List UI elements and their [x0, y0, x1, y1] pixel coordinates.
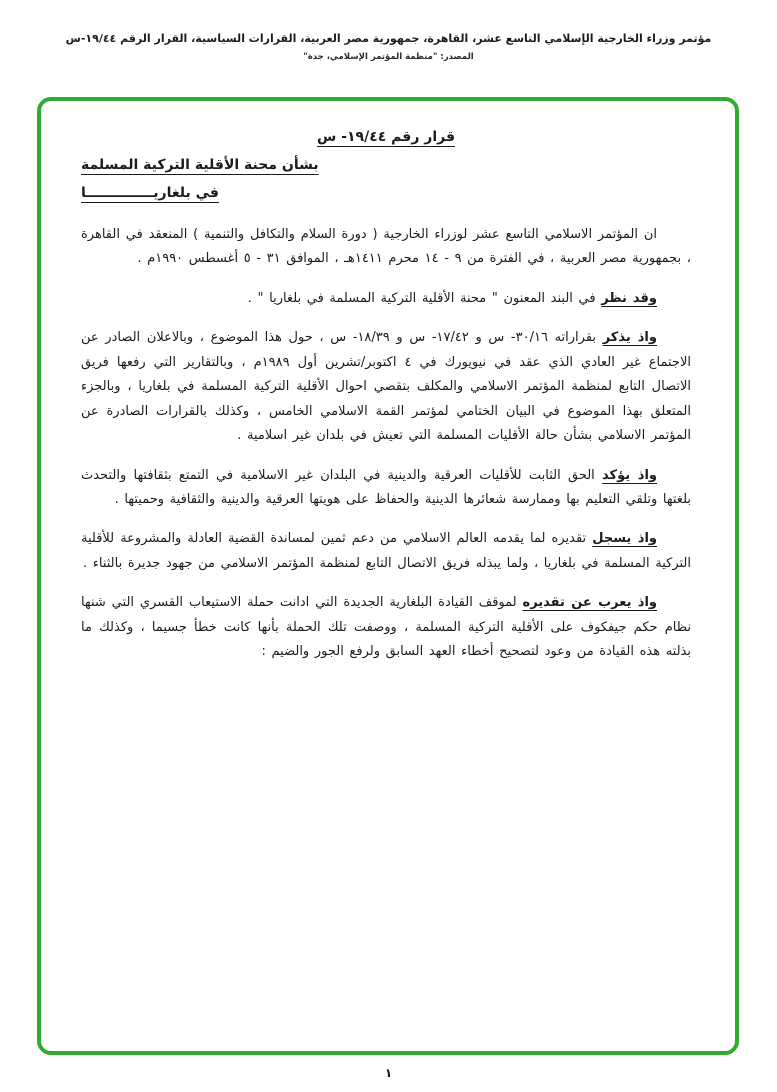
resolution-location-title [81, 179, 691, 207]
paragraph-recalling [81, 326, 691, 448]
paragraph-lead: واذ يسجل [592, 531, 657, 547]
paragraph-preamble [81, 223, 691, 272]
resolution-title-block [81, 123, 691, 207]
paragraph-noting-support [81, 527, 691, 576]
document-header [0, 0, 777, 62]
resolution-body [81, 223, 691, 665]
paragraph-text: تقديره لما يقدمه العالم الاسلامي من دعم ثمين لمساندة القضية العادلة والمشروعة للأقلية التركية المسلمة في بلغاريا ، ولما يبذله فريق الاتصال التابع لمنظمة المؤتمر الاسلامي من جهود جديرة بالثناء . [81, 531, 691, 571]
resolution-subject-text: بشأن محنة الأقلية التركية المسلمة [81, 157, 319, 173]
paragraph-affirming [81, 464, 691, 513]
paragraph-text: بقراراته ٣٠/١٦- س و ١٧/٤٢- س و ١٨/٣٩- س ، حول هذا الموضوع ، وبالاعلان الصادر عن الاجتماع غير العادي الذي عقد في نيويورك في ٤ اكتوبر/تشرين أول ١٩٨٩م ، وبالتقارير التي رفعها فريق الاتصال التابع لمنظمة المؤتمر الاسلامي والمكلف بتقصي احوال الأقلية التركية المسلمة في بلغاريا ، وبالجزء المتعلق بهذا الموضوع في البيان الختامي لمؤتمر القمة الاسلامي الخامس ، وكذلك بالقرارات الصادرة عن المؤتمر الاسلامي بشأن حالة الأقليات المسلمة التي تعيش في بلدان غير اسلامية . [81, 330, 691, 444]
paragraph-text: ان المؤتمر الاسلامي التاسع عشر لوزراء الخارجية ( دورة السلام والتكافل والتنمية ) المنعقد في القاهرة ، بجمهورية مصر العربية ، في الفترة من ٩ - ١٤ محرم ١٤١١هـ ، الموافق ٣١ - ٥ أغسطس ١٩٩٠م . [81, 227, 691, 267]
resolution-subject-title [81, 151, 691, 179]
resolution-number-title [81, 123, 691, 151]
page-number: ١ [384, 1066, 393, 1080]
paragraph-considered-item [81, 287, 691, 311]
paragraph-lead: واذ يذكر [602, 330, 657, 346]
paragraph-text: لموقف القيادة البلغارية الجديدة التي ادانت حملة الاستيعاب القسري التي شنها نظام حكم جيفكوف على الأقلية التركية المسلمة ، ووصفت تلك الحملة بأنها كانت خطأ جسيما ، وكذلك ما بذلته هذه القيادة من وعود لتصحيح أخطاء العهد السابق ولرفع الجور والضيم : [81, 595, 691, 660]
header-source: المصدر: "منظمة المؤتمر الإسلامي، جدة" [303, 52, 474, 62]
header-citation: مؤتمر وزراء الخارجية الإسلامي التاسع عشر، القاهرة، جمهورية مصر العربية، القرارات السياسية، القرار الرقم ١٩/٤٤-س [65, 32, 712, 45]
paragraph-text: في البند المعنون " محنة الأقلية التركية المسلمة في بلغاريا " . [247, 290, 602, 306]
resolution-number-text: قرار رقم ١٩/٤٤- س [317, 129, 455, 145]
paragraph-lead: واذ يؤكد [602, 467, 657, 483]
paragraph-expressing-appreciation [81, 591, 691, 664]
paragraph-lead: واذ يعرب عن تقديره [522, 595, 657, 611]
resolution-frame [37, 97, 739, 1055]
paragraph-lead: وقد نظر [601, 290, 657, 306]
resolution-location-text: في بلغاريــــــــــــــا [81, 185, 219, 201]
paragraph-text: الحق الثابت للأقليات العرقية والدينية في البلدان غير الاسلامية في التمتع بثقافتها والتحدث بلغتها وتلقي التعليم بها وممارسة شعائرها الدينية والحفاظ على هويتها العرقية والدينية والثقافية وحميتها . [81, 467, 691, 507]
